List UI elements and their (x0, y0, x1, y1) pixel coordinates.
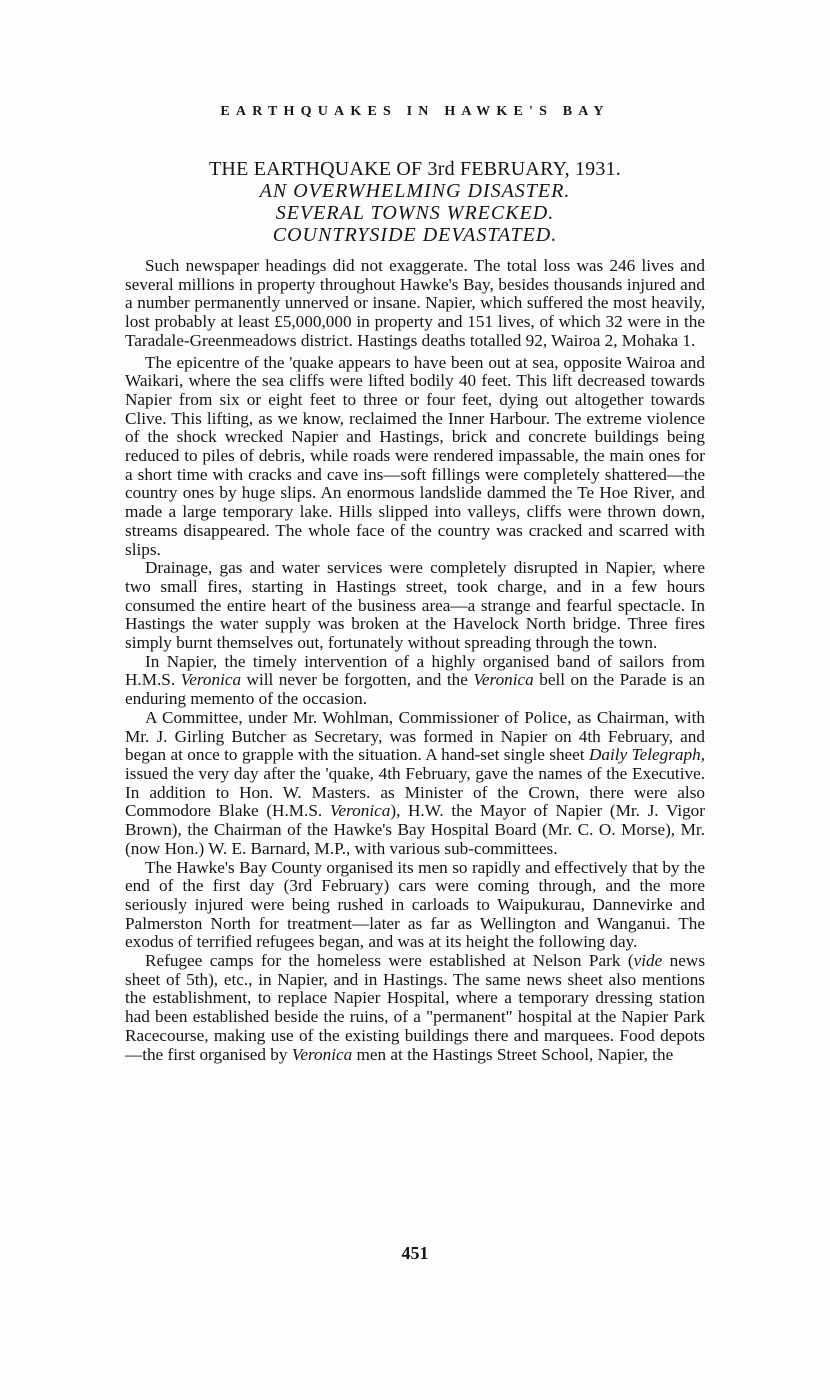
paragraph-text: bell on the Parade is an enduring memento of the occasion. (125, 670, 705, 709)
paragraph-refugee-camps (125, 952, 705, 1064)
paragraph-services: Drainage, gas and water services were completely disrupted in Napier, where two small fires, starting in Hastings street, took charge, and in a few hours consumed the entire heart of the business area—a strange and fearful spectacle. In Hastings the water supply was broken at the Havelock North bridge. Three fires simply burnt themselves out, fortunately without spreading through the town. (125, 558, 705, 653)
paragraph-text: In Napier, the timely intervention of a highly organised band of sailors from H.M.S. (125, 651, 705, 690)
paragraph-county: The Hawke's Bay County organised its men so rapidly and effectively that by the end of the first day (3rd February) cars were coming through, and the more seriously injured were being rushed in carloads to Waipukurau, Dannevirke and Palmerston North for treatment—later as far as Wellington and Wanganui. The exodus of terrified refugees began, and was at its height the following day. (125, 857, 705, 952)
ship-name: Veronica (473, 670, 534, 690)
paragraph-veronica-sailors (125, 653, 705, 709)
page-number: 451 (401, 1243, 429, 1263)
paragraph-text: will never be forgotten, and the (241, 670, 474, 690)
ship-name: Veronica (329, 801, 391, 821)
sub-heading-countryside: COUNTRYSIDE DEVASTATED. (272, 224, 558, 246)
sub-heading-towns: SEVERAL TOWNS WRECKED. (275, 202, 555, 224)
paragraph-text: Refugee camps for the homeless were established at Nelson Park ( (145, 951, 634, 971)
running-head: EARTHQUAKES IN HAWKE'S BAY (220, 104, 610, 119)
paragraph-losses: Such newspaper headings did not exaggerate. The total loss was 246 lives and several millions in property throughout Hawke's Bay, besides thousands injured and a number permanently unnerved or insane. Napier, which suffered the most heavily, lost probably at least £5,000,000 in property and 151 lives, of which 32 were in the Taradale-Greenmeadows district. Hastings deaths totalled 92, Wairoa 2, Mohaka 1. (125, 256, 705, 350)
paragraph-text: men at the Hastings Street School, Napier, the (352, 1044, 674, 1064)
paragraph-text: news sheet of 5th), etc., in Napier, and in Hastings. The same news sheet also mentions the establishment, to replace Napier Hospital, where a temporary dressing station had been established beside the ruins, of a "permanent" hospital at the Napier Park Racecourse, making use of the existing buildings there and marquees. Food depots—the first organised by (125, 951, 706, 1064)
paragraph-committee (125, 709, 705, 859)
article-headings (0, 158, 830, 246)
paragraph-text: issued the very day after the 'quake, 4th February, gave the names of the Executive. In addition to Hon. W. Masters. as Minister of the Crown, there were also Commodore Blake (H.M.S. (125, 763, 705, 821)
paragraph-text: A Committee, under Mr. Wohlman, Commissioner of Police, as Chairman, with Mr. J. Girling Butcher as Secretary, was formed in Napier on 4th February, and began at once to grapple with the situation. A hand-set single sheet (125, 707, 705, 765)
ship-name: Veronica (180, 670, 242, 690)
newspaper-name: Daily Telegraph, (589, 745, 705, 765)
paragraph-text: ), H.W. the Mayor of Napier (Mr. J. Vigor Brown), the Chairman of the Hawke's Bay Hospital Board (Mr. C. O. Morse), Mr. (now Hon.) W. E. Barnard, M.P., with various sub-committees. (125, 801, 706, 858)
article-body (125, 257, 705, 1064)
sub-heading-disaster: AN OVERWHELMING DISASTER. (259, 180, 571, 202)
paragraph-epicentre: The epicentre of the 'quake appears to have been out at sea, opposite Wairoa and Waikari, where the sea cliffs were lifted bodily 40 feet. This lift decreased towards Napier from six or eight feet to three or four feet, dying out altogether towards Clive. This lifting, as we know, reclaimed the Inner Harbour. The extreme violence of the shock wrecked Napier and Hastings, brick and concrete buildings being reduced to piles of debris, while roads were rendered impassable, the main ones for a short time with cracks and cave ins—soft fillings were completely shattered—the country ones by huge slips. An enormous landslide dammed the Te Hoe River, and made a large temporary lake. Hills slipped into valleys, cliffs were thrown down, streams disappeared. The whole face of the country was cracked and scarred with slips. (125, 352, 705, 559)
latin-term: vide (633, 951, 663, 971)
article-title: THE EARTHQUAKE OF 3rd FEBRUARY, 1931. (209, 158, 621, 180)
ship-name: Veronica (291, 1044, 353, 1064)
